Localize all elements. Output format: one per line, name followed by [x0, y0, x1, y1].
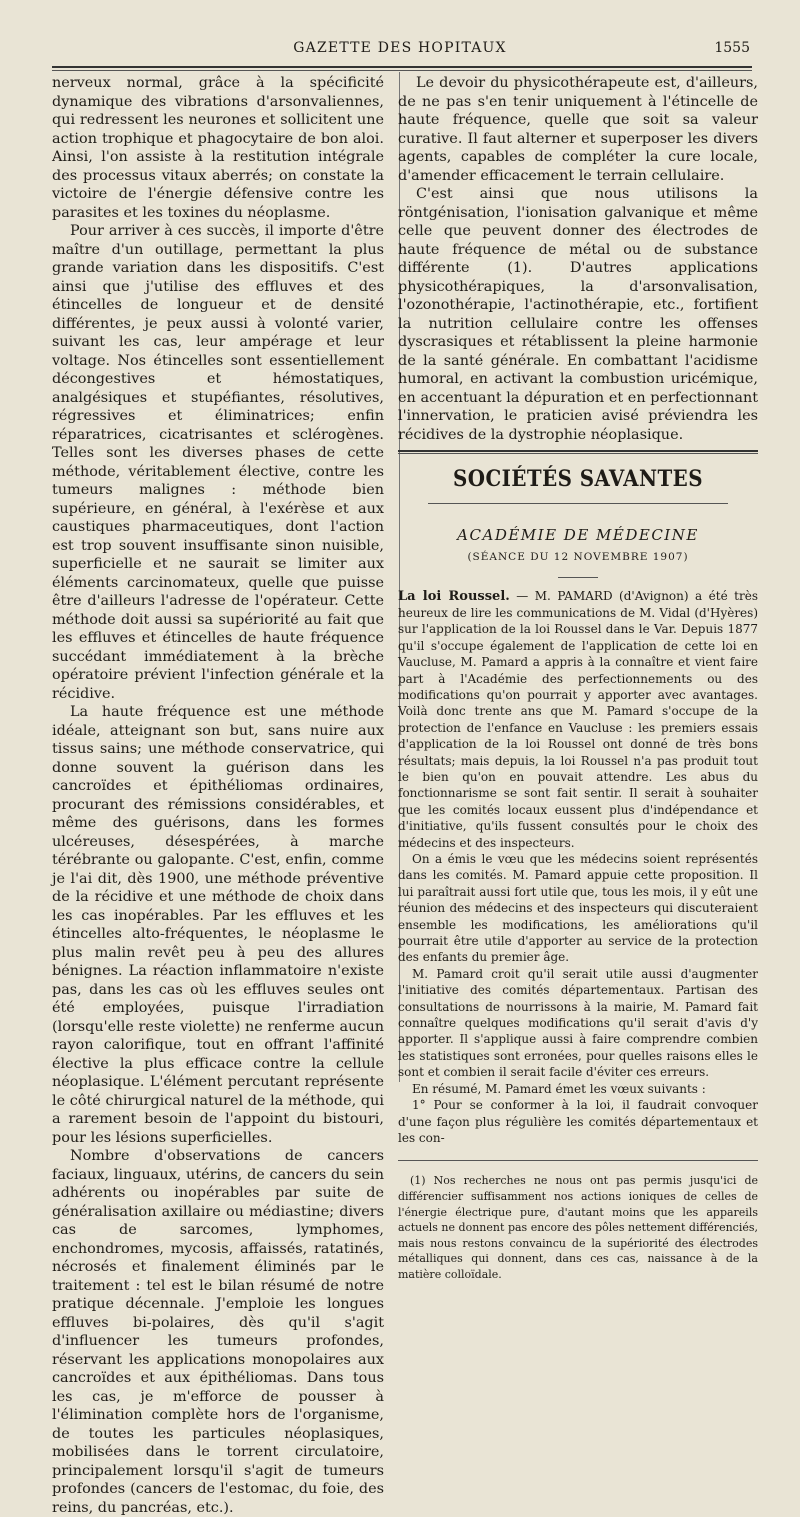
- paragraph: nerveux normal, grâce à la spécificité dynamique des vibrations d'arsonvaliennes, qui redressent les neurones et sollicitent une action trophique et phagocytaire de bon aloi. Ainsi, l'on assiste à la restitution intégrale des processus vitaux aberrés; on constate la victoire de l'énergie défensive contre les parasites et les toxines du néoplasme.: [52, 75, 384, 221]
- paragraph: 1° Pour se conformer à la loi, il faudrait convoquer d'une façon plus régulière les comités départementaux et les con-: [398, 1098, 758, 1145]
- article-title: La loi Roussel.: [398, 588, 510, 604]
- paragraph: Nombre d'observations de cancers faciaux, linguaux, utérins, de cancers du sein adhérents ou inopérables par suite de généralisation axillaire ou médiastine; divers cas de sarcomes, lymphomes, enchondromes, mycosis, affaissés, ratatinés, nécrosés et finalement éliminés par le traitement : tel est le bilan résumé de notre pratique décennale. J'emploie les longues effluves bi-polaires, dès qu'il s'agit d'influencer les tumeurs profondes, réservant les applications monopolaires aux cancroïdes et aux épithéliomas. Dans tous les cas, je m'efforce de pousser à l'élimination complète hors de l'organisme, de toutes les particules néoplasiques, mobilisées dans le torrent circulatoire, principalement lorsqu'il s'agit de tumeurs profondes (cancers de l'estomac, du foie, des reins, du pancréas, etc.).: [52, 1148, 384, 1516]
- page-number: 1555: [714, 40, 750, 56]
- section-title: SOCIÉTÉS SAVANTES: [453, 466, 703, 492]
- footnote-text: (1) Nos recherches ne nous ont pas permis jusqu'ici de différencier suffisamment nos actions ioniques de celles de l'énergie électrique pure, d'autant moins que les appareils actuels ne donnent pas encore des pôles nettement différenciés, mais nous restons convaincu de la supériorité des électrodes métalliques qui donnent, dans ces cas, naissance à de la matière colloïdale.: [398, 1174, 758, 1281]
- paragraph: Le devoir du physicothérapeute est, d'ailleurs, de ne pas s'en tenir uniquement à l'étincelle de haute fréquence, quelle que soit sa valeur curative. Il faut alterner et superposer les divers agents, capables de compléter la cure locale, d'amender efficacement le terrain cellulaire.: [398, 75, 758, 184]
- paragraph: M. Pamard croit qu'il serait utile aussi d'augmenter l'initiative des comités départementaux. Partisan des consultations de nourrissons à la mairie, M. Pamard fait connaître quelques modifications qu'il serait d'avis d'y apporter. Il s'applique aussi à faire comprendre combien les statistiques sont erronées, pour quelles raisons elles le sont et combien il serait facile d'éviter ces erreurs.: [398, 966, 758, 1080]
- right-column: [398, 74, 758, 1282]
- footnote-rule: [398, 1160, 758, 1161]
- paragraph: En résumé, M. Pamard émet les vœux suivants :: [412, 1081, 706, 1096]
- section-rule: [398, 450, 758, 454]
- divider: [558, 577, 598, 578]
- divider: [428, 503, 728, 504]
- header-rule: [52, 66, 752, 71]
- article-lead: [398, 588, 758, 852]
- paragraph-text: — M. PAMARD (d'Avignon) a été très heureux de lire les communications de M. Vidal (d'Hyères) sur l'application de la loi Roussel dans le Var. Depuis 1877 qu'il s'occupe également de l'application de cette loi en Vaucluse, M. Pamard a appris à la connaître et vient faire part à l'Académie des perfectionnements ou des modifications qu'on pourrait y apporter avec avantages. Voilà donc trente ans que M. Pamard s'occupe de la protection de l'enfance en Vaucluse : les premiers essais d'application de la loi Roussel ont donné de très bons résultats; mais depuis, la loi Roussel n'a pas produit tout le bien qu'on en pouvait attendre. Les abus du fonctionnarisme se sont fait sentir. Il serait à souhaiter que les comités locaux eussent plus d'indépendance et d'initiative, qu'ils fussent consultés pour le choix des médecins et des inspecteurs.: [398, 588, 758, 850]
- paragraph: Pour arriver à ces succès, il importe d'être maître d'un outillage, permettant la plus grande variation dans les dispositifs. C'est ainsi que j'utilise des effluves et des étincelles de longueur et de densité différentes, je peux aussi à volonté varier, suivant les cas, leur ampérage et leur voltage. Nos étincelles sont essentiellement décongestives et hémostatiques, analgésiques et stupéfiantes, résolutives, régressives et éliminatrices; enfin réparatrices, cicatrisantes et sclérogènes. Telles sont les diverses phases de cette méthode, véritablement élective, contre les tumeurs malignes : méthode bien supérieure, en général, à l'exérèse et aux caustiques pharmaceutiques, dont l'action est trop souvent insuffisante sinon nuisible, superficielle et ne saurait se limiter aux éléments carcinomateux, quelle que puisse être d'ailleurs l'adresse de l'opérateur. Cette méthode doit aussi sa supériorité au fait que les effluves et étincelles de haute fréquence succédant immédiatement à la brèche opératoire prévient l'infection générale et la récidive.: [52, 223, 384, 702]
- journal-title: GAZETTE DES HOPITAUX: [293, 40, 507, 56]
- session-date: (SÉANCE DU 12 NOVEMBRE 1907): [467, 551, 689, 563]
- page-header: [50, 38, 750, 60]
- paragraph: C'est ainsi que nous utilisons la röntgénisation, l'ionisation galvanique et même celle que peuvent donner des électrodes de haute fréquence de métal ou de substance différente (1). D'autres applications physicothérapiques, la d'arsonvalisation, l'ozonothérapie, l'actinothérapie, etc., fortifient la nutrition cellulaire contre les offenses dyscrasiques et rétablissent la pleine harmonie de la santé générale. En combattant l'acidisme humoral, en activant la combustion uricémique, en accentuant la dépuration et en perfectionnant l'innervation, le praticien avisé préviendra les récidives de la dystrophie néoplasique.: [398, 186, 758, 443]
- footnote: [398, 1173, 758, 1282]
- article-body: [398, 588, 758, 1147]
- academy-title: ACADÉMIE DE MÉDECINE: [457, 525, 699, 544]
- left-column: [52, 74, 384, 1517]
- paragraph: La haute fréquence est une méthode idéale, atteignant son but, sans nuire aux tissus sains; une méthode conservatrice, qui donne souvent la guérison dans les cancroïdes et épithéliomas ordinaires, procurant des rémissions considérables, et même des guérisons, dans les formes ulcéreuses, désespérées, à marche térébrante ou galopante. C'est, enfin, comme je l'ai dit, dès 1900, une méthode préventive de la récidive et une méthode de choix dans les cas inopérables. Par les effluves et les étincelles alto-fréquentes, le néoplasme le plus malin revêt peu à peu des allures bénignes. La réaction inflammatoire n'existe pas, dans les cas où les effluves seules ont été employées, puisque l'irradiation (lorsqu'elle reste violette) ne renferme aucun rayon calorifique, tout en offrant l'affinité élective la plus efficace contre la cellule néoplasique. L'élément percutant représente le côté chirurgical naturel de la méthode, qui a rarement besoin de l'appoint du bistouri, pour les lésions superficielles.: [52, 704, 384, 1146]
- paragraph: On a émis le vœu que les médecins soient représentés dans les comités. M. Pamard appuie cette proposition. Il lui paraîtrait aussi fort utile que, tous les mois, il y eût une réunion des médecins et des inspecteurs qui discuteraient ensemble les modifications, les améliorations qu'il pourrait être utile d'apporter au service de la protection des enfants du premier âge.: [398, 852, 758, 965]
